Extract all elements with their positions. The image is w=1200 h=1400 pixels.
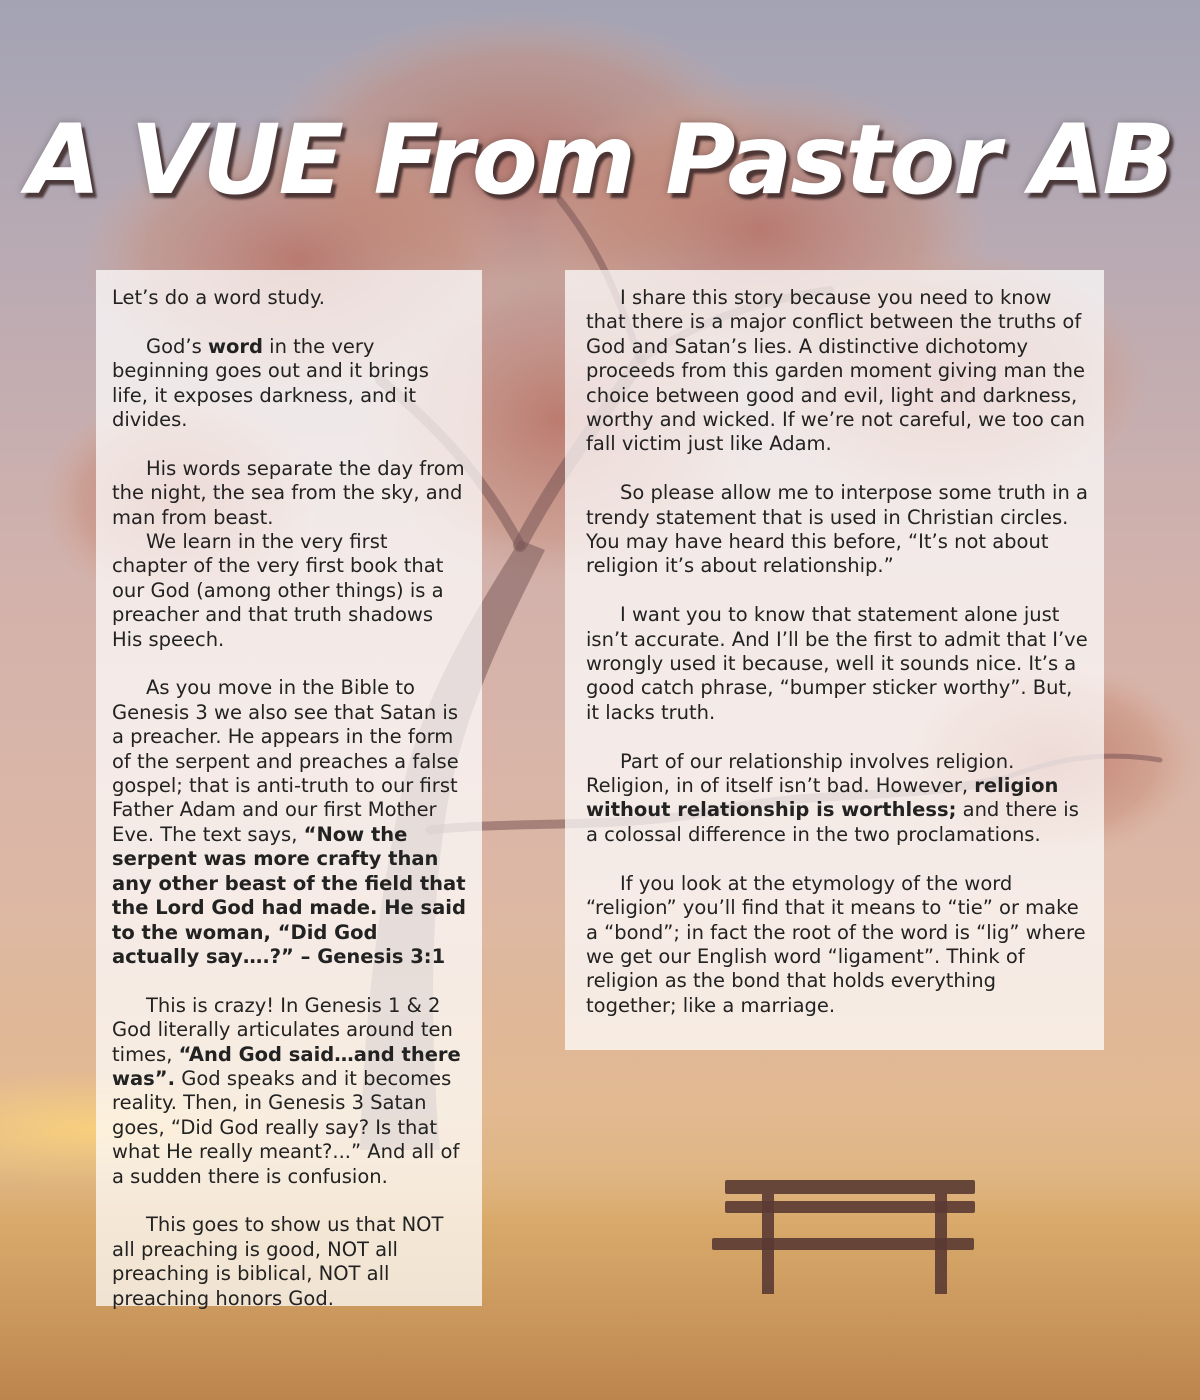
paragraph: If you look at the etymology of the word “religion” you’ll find that it means to “tie” or make a “bond”; in fact the root of the word is “lig” where we get our English word “ligament”. Think of religion as the bond that holds everything together; like a marriage.: [586, 871, 1086, 1017]
emphasis-text: religion without relationship is worthless;: [586, 774, 1059, 822]
paragraph: God’s word in the very beginning goes out and it brings life, it exposes darkness, and it divides.: [112, 334, 429, 432]
right-column-panel: [565, 270, 1104, 1050]
scripture-quote: “And God said…and there was”.: [112, 1042, 461, 1090]
paragraph: This is crazy! In Genesis 1 & 2 God literally articulates around ten times, “And God said…and there was”. God speaks and it becomes reality. Then, in Genesis 3 Satan goes, “Did God really say? Is that what He really meant?...” And all of a sudden there is confusion.: [112, 993, 461, 1188]
paragraph: We learn in the very first chapter of the very first book that our God (among other things) is a preacher and that truth shadows His speech.: [112, 530, 444, 651]
left-column-panel: [96, 270, 482, 1310]
paragraph: I want you to know that statement alone just isn’t accurate. And I’ll be the first to admit that I’ve wrongly used it because, well it sounds nice. It’s a good catch phrase, “bumper sticker worthy”. But, it lacks truth.: [586, 603, 1088, 724]
paragraph: Part of our relationship involves religion. Religion, in of itself isn’t bad. However, religion without relationship is worthless; and there is a colossal difference in the two proclamations.: [586, 749, 1079, 846]
paragraph: So please allow me to interpose some truth in a trendy statement that is used in Christian circles. You may have heard this before, “It’s not about religion it’s about relationship.”: [586, 481, 1088, 578]
paragraph: His words separate the day from the night, the sea from the sky, and man from beast.: [112, 456, 465, 529]
paragraph: This goes to show us that NOT all preaching is good, NOT all preaching is biblical, NOT all preaching honors God.: [112, 1213, 444, 1310]
scripture-quote: “Now the serpent was more crafty than any other beast of the field that the Lord God had made. He said to the woman, “Did God actually say….?” – Genesis 3:1: [112, 822, 466, 968]
paragraph: As you move in the Bible to Genesis 3 we also see that Satan is a preacher. He appears in the form of the serpent and preaches a false gospel; that is anti-truth to our first Father Adam and our first Mother Eve. The text says, “Now the serpent was more crafty than any other beast of the field that the Lord God had made. He said to the woman, “Did God actually say….?” – Genesis 3:1: [112, 676, 466, 968]
page-title: A VUE From Pastor AB: [26, 104, 1174, 216]
paragraph: I share this story because you need to know that there is a major conflict between the truths of God and Satan’s lies. A distinctive dichotomy proceeds from this garden moment giving man the choice between good and evil, light and darkness, worthy and wicked. If we’re not careful, we too can fall victim just like Adam.: [586, 286, 1086, 456]
intro-paragraph: Let’s do a word study.: [112, 286, 326, 309]
